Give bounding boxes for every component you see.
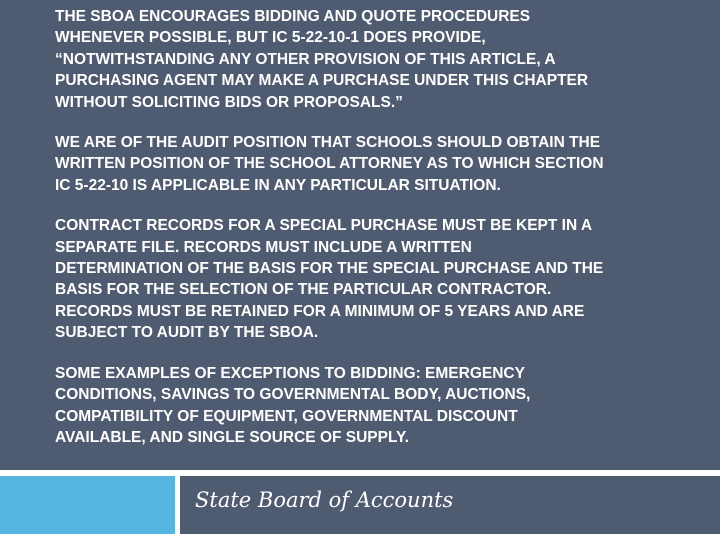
paragraph-examples-exceptions: SOME EXAMPLES OF EXCEPTIONS TO BIDDING: EMERGENCY CONDITIONS, SAVINGS TO GOVERNMENTAL BODY, AUCTIONS, COMPATIBILITY OF EQUIPMENT, GOVERNMENTAL DISCOUNT AVAILABLE, AND SINGLE SOURCE OF SUPPLY. <box>55 364 531 446</box>
footer-accent-block <box>0 476 175 534</box>
slide-content <box>55 6 705 467</box>
footer-title: State Board of Accounts <box>195 488 454 512</box>
paragraph-bidding-exception: THE SBOA ENCOURAGES BIDDING AND QUOTE PROCEDURES WHENEVER POSSIBLE, BUT IC 5-22-10-1 DOES PROVIDE, “NOTWITHSTANDING ANY OTHER PROVISION OF THIS ARTICLE, A PURCHASING AGENT MAY MAKE A PURCHASE UNDER THIS CHAPTER WITHOUT SOLICITING BIDS OR PROPOSALS.” <box>55 8 589 111</box>
paragraph-contract-records: CONTRACT RECORDS FOR A SPECIAL PURCHASE MUST BE KEPT IN A SEPARATE FILE. RECORDS MUST INCLUDE A WRITTEN DETERMINATION OF THE BASIS FOR THE SPECIAL PURCHASE AND THE BASIS FOR THE SELECTION OF THE PARTICULAR CONTRACTOR. RECORDS MUST BE RETAINED FOR A MINIMUM OF 5 YEARS AND ARE SUBJECT TO AUDIT BY THE SBOA. <box>55 217 604 342</box>
paragraph-audit-position: WE ARE OF THE AUDIT POSITION THAT SCHOOLS SHOULD OBTAIN THE WRITTEN POSITION OF THE SCHOOL ATTORNEY AS TO WHICH SECTION IC 5-22-10 IS APPLICABLE IN ANY PARTICULAR SITUATION. <box>55 134 604 194</box>
